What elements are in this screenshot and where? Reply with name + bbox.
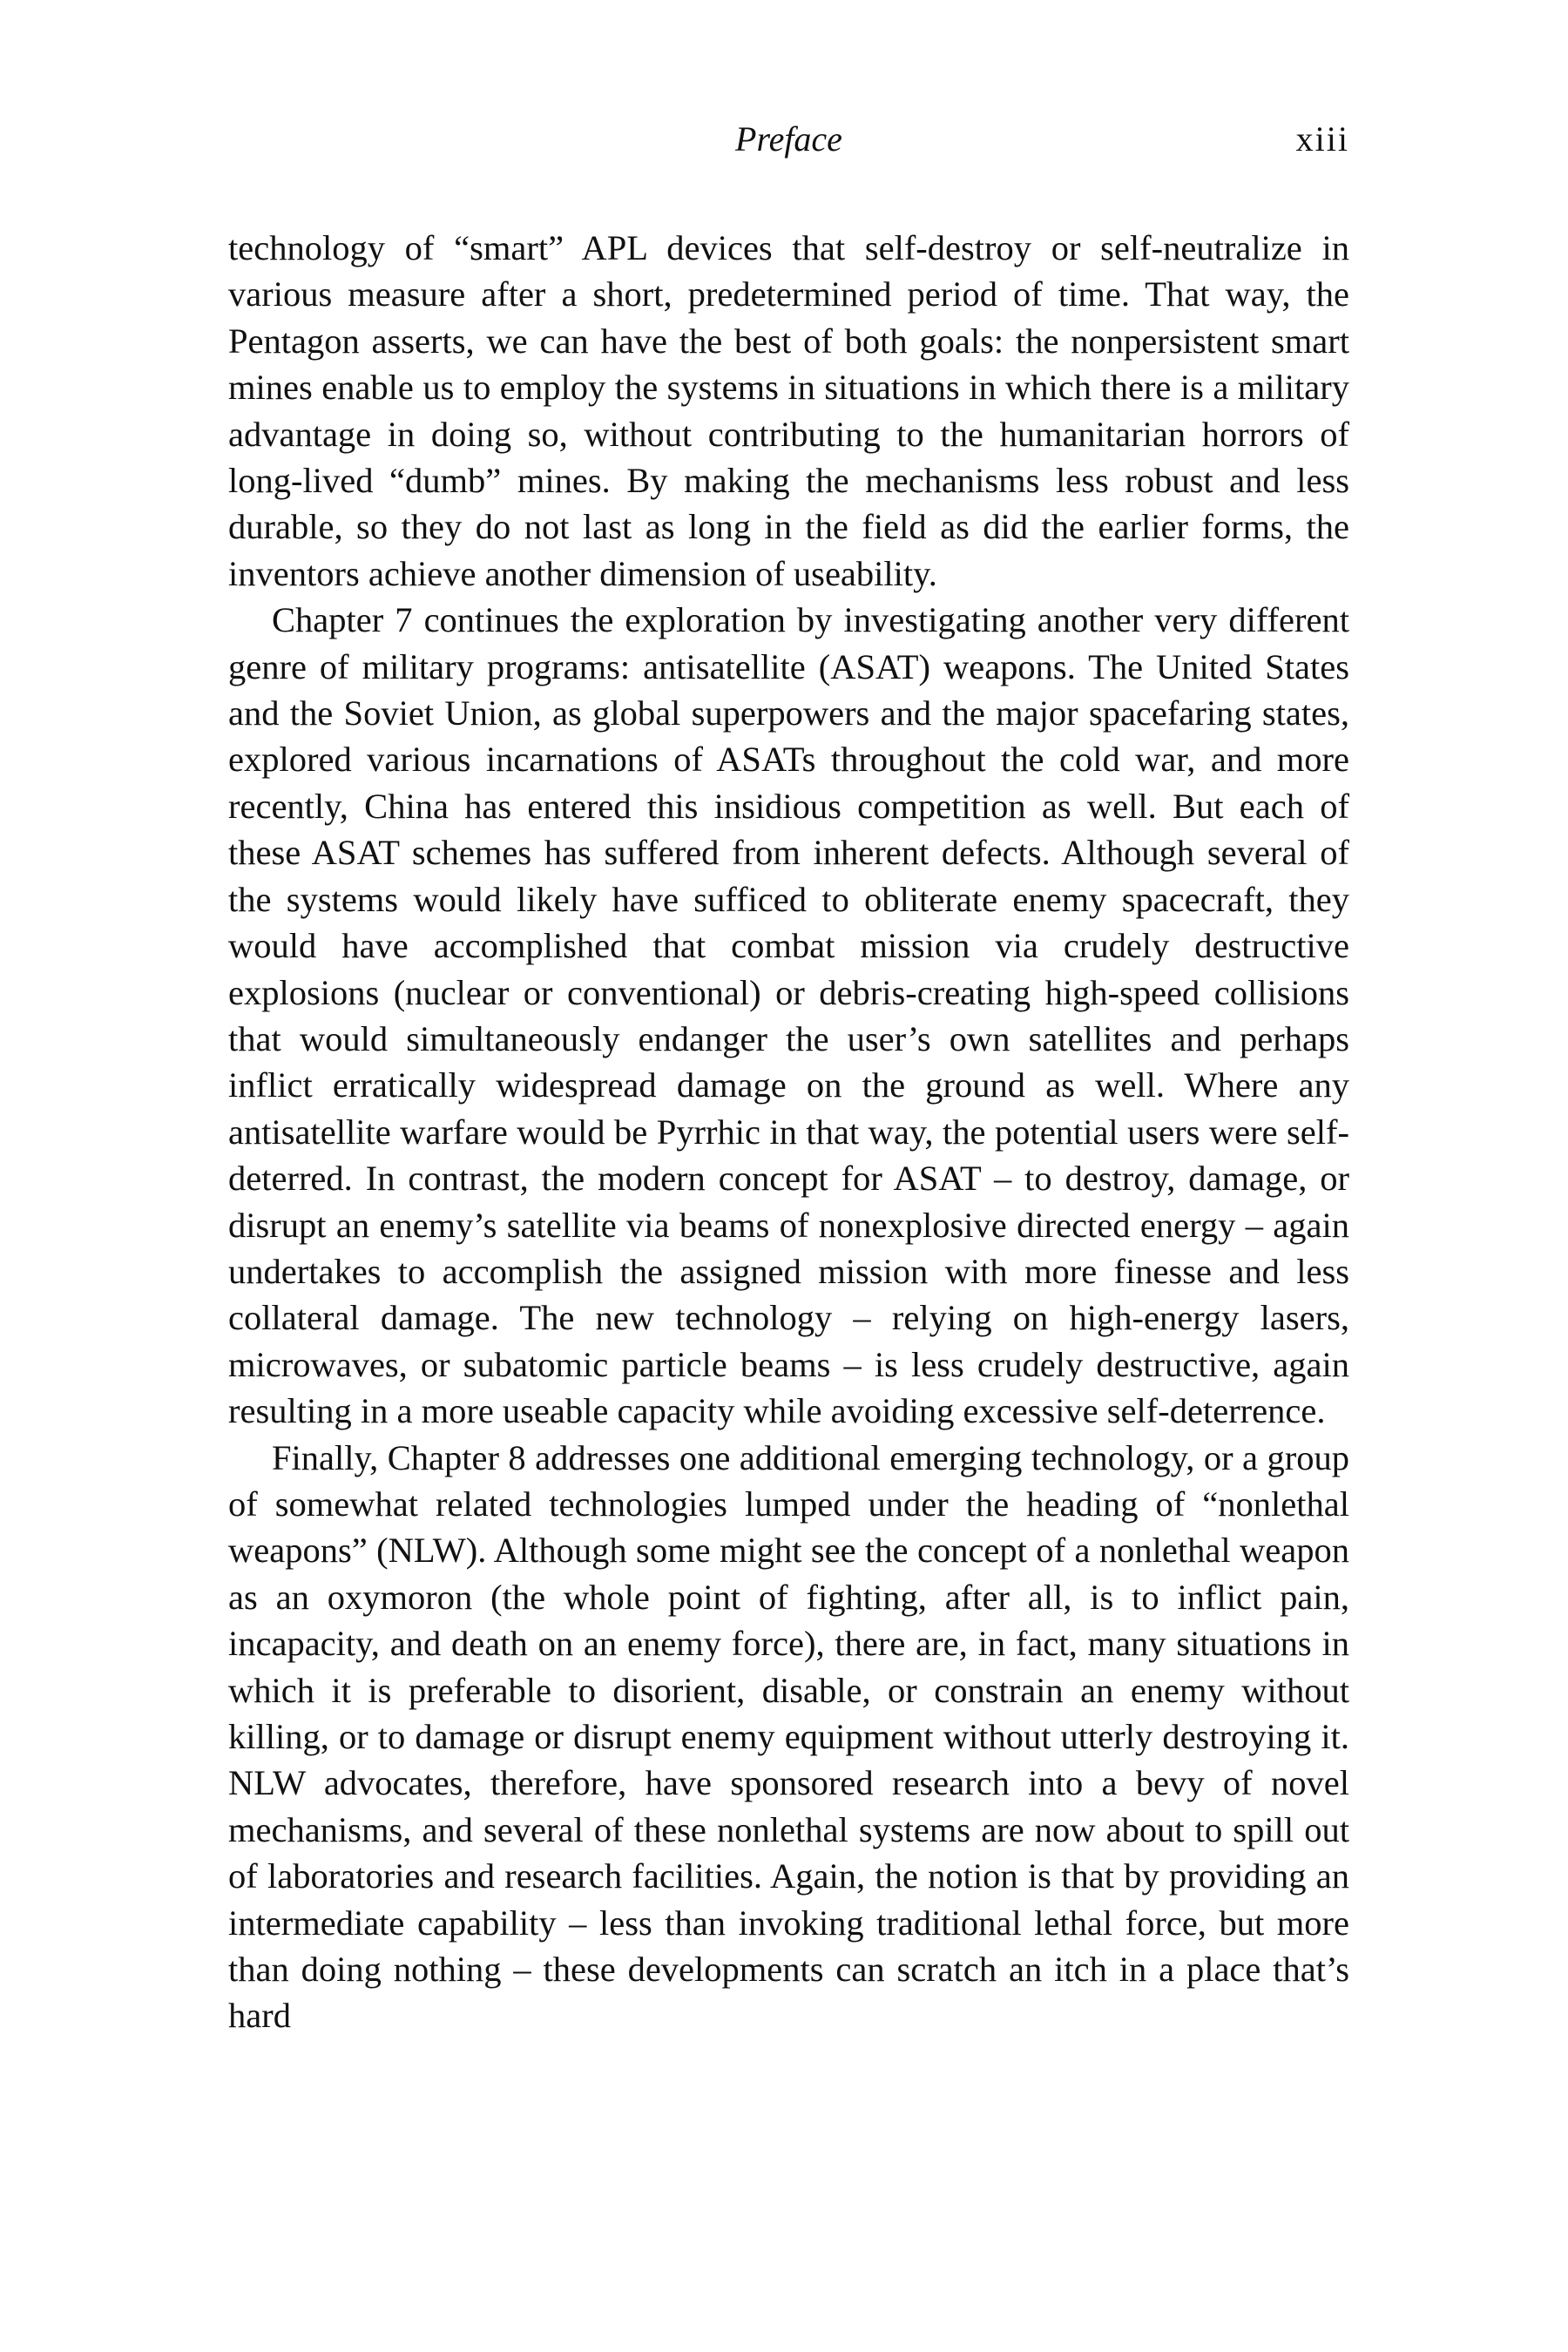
running-head [228,113,1349,166]
paragraph-chapter-8: Finally, Chapter 8 addresses one additional emerging technology, or a group of somewhat related technologies lumped under the heading of “nonlethal weapons” (NLW). Although some might see the concept of a nonlethal weapon as an oxymoron (the whole point of fighting, after all, is to inflict pain, incapacity, and death on an enemy force), there are, in fact, many situations in which it is preferable to disorient, disable, or constrain an enemy without killing, or to damage or disrupt enemy equipment without utterly destroying it. NLW advocates, therefore, have sponsored research into a bevy of novel mechanisms, and several of these nonlethal systems are now about to spill out of laboratories and research facilities. Again, the notion is that by providing an intermediate capability – less than invoking traditional lethal force, but more than doing nothing – these developments can scratch an itch in a place that’s hard [228,1437,1349,2036]
running-title: Preface [735,119,842,159]
paragraph-chapter-7: Chapter 7 continues the exploration by investigating another very different genre of military programs: antisatellite (ASAT) weapons. The United States and the Soviet Union, as global superpowers and the major spacefaring states, explored various incarnations of ASATs throughout the cold war, and more recently, China has entered this insidious competition as well. But each of these ASAT schemes has suffered from inherent defects. Although several of the systems would likely have sufficed to obliterate enemy spacecraft, they would have accomplished that combat mission via crudely destructive explosions (nuclear or conventional) or debris-creating high-speed collisions that would simultaneously endanger the user’s own satellites and perhaps inflict erratically widespread damage on the ground as well. Where any antisatellite warfare would be Pyrrhic in that way, the potential users were self-deterred. In contrast, the modern concept for ASAT – to destroy, damage, or disrupt an enemy’s satellite via beams of nonexplosive directed energy – again undertakes to accomplish the assigned mission with more finesse and less collateral damage. The new technology – relying on high-energy lasers, microwaves, or subatomic particle beams – is less crudely destructive, again resulting in a more useable capacity while avoiding excessive self-deterrence. [228,600,1349,1431]
body-text [228,225,1349,2039]
page-number: xiii [1295,119,1349,159]
paragraph-continued: technology of “smart” APL devices that self-destroy or self-neutralize in various measure after a short, predetermined period of time. That way, the Pentagon asserts, we can have the best of both goals: the nonpersistent smart mines enable us to employ the systems in situations in which there is a military advantage in doing so, without contributing to the humanitarian horrors of long-lived “dumb” mines. By making the mechanisms less robust and less durable, so they do not last as long in the field as did the earlier forms, the inventors achieve another dimension of useability. [228,228,1349,593]
book-page [228,113,1349,2039]
